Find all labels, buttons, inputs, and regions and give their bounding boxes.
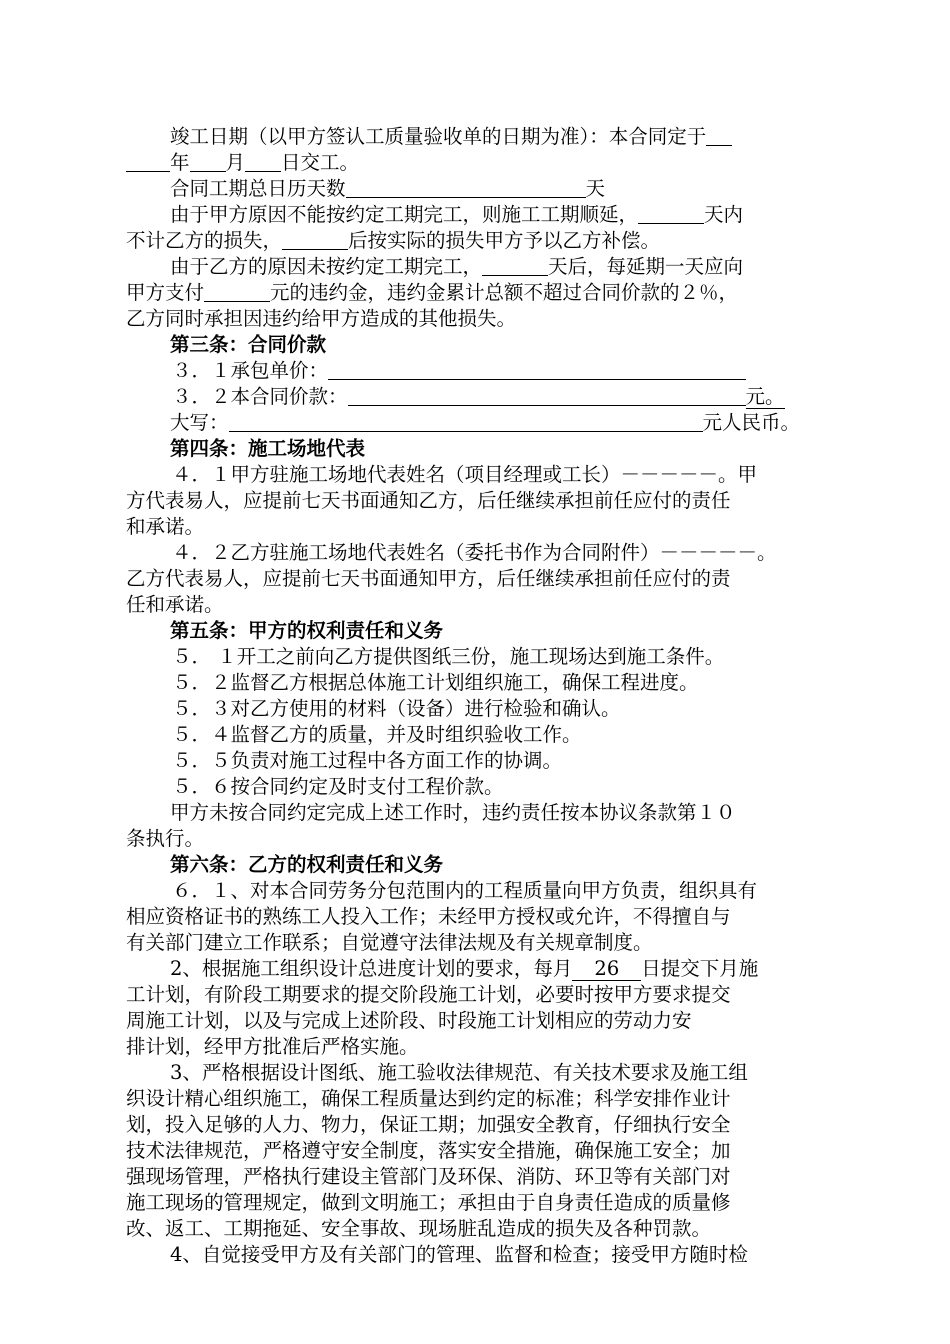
art5-item: ５．４监督乙方的质量，并及时组织验收工作。 (172, 723, 582, 746)
art4-p1-line: 和承诺。 (126, 515, 205, 538)
unit-price-line: ３．１承包单价： (172, 358, 746, 384)
completion-date-text: 竣工日期（以甲方签认工质量验收单的日期为准）：本合同定于 (170, 125, 707, 148)
art6-p4-line: 4、自觉接受甲方及有关部门的管理、监督和检查；接受甲方随时检 (170, 1243, 748, 1266)
art5-item: ５． １开工之前向乙方提供图纸三份，施工现场达到施工条件。 (172, 645, 725, 668)
art6-p2-line: 2、根据施工组织设计总进度计划的要求，每月 26 日提交下月施 (170, 957, 759, 980)
art4-p2-line: 任和承诺。 (126, 593, 224, 616)
blank-year[interactable] (126, 151, 170, 172)
blank-day[interactable] (245, 151, 281, 172)
art4-p1-line: ４．１甲方驻施工场地代表姓名（项目经理或工长）－－－－－。甲 (172, 463, 758, 486)
art6-p1-line: 有关部门建立工作联系；自觉遵守法律法规及有关规章制度。 (126, 931, 653, 954)
art6-p3-line: 3、严格根据设计图纸、施工验收法律规范、有关技术要求及施工组 (170, 1061, 748, 1084)
art5-item: ５．５负责对施工过程中各方面工作的协调。 (172, 749, 563, 772)
completion-date-line-2: 年 月 日交工。 (126, 150, 359, 176)
blank-total-price[interactable] (348, 385, 746, 406)
art6-p3-line: 强现场管理，严格执行建设主管部门及环保、消防、环卫等有关部门对 (126, 1165, 731, 1188)
article-6-title: 第六条：乙方的权利责任和义务 (170, 853, 444, 876)
art6-p3-line: 改、返工、工期拖延、安全事故、现场脏乱造成的损失及各种罚款。 (126, 1217, 712, 1240)
art4-p2-line: 乙方代表易人，应提前七天书面通知甲方，后任继续承担前任应付的责 (126, 567, 731, 590)
art6-p3-line: 施工现场的管理规定，做到文明施工；承担由于自身责任造成的质量修 (126, 1191, 731, 1214)
art6-p2-line: 排计划，经甲方批准后严格实施。 (126, 1035, 419, 1058)
partyB-delay-line-3: 乙方同时承担因违约给甲方造成的其他损失。 (126, 307, 517, 330)
partyA-delay-line-1: 由于甲方原因不能按约定工期完工，则施工工期顺延， 天内 (170, 203, 744, 226)
partyB-delay-line-2: 甲方支付 元的违约金，违约金累计总额不超过合同价款的２％， (126, 281, 739, 304)
blank-penalty-amount[interactable] (204, 281, 270, 302)
blank-month[interactable] (190, 151, 226, 172)
blank-unit-price[interactable] (328, 359, 746, 380)
blank-capital-amount[interactable] (229, 411, 703, 432)
art6-p3-line: 划，投入足够的人力、物力，保证工期；加强安全教育，仔细执行安全 (126, 1113, 731, 1136)
art5-item: ５．６按合同约定及时支付工程价款。 (172, 775, 504, 798)
art5-item: ５．３对乙方使用的材料（设备）进行检验和确认。 (172, 697, 621, 720)
art6-p3-line: 技术法律规范，严格遵守安全制度，落实安全措施，确保施工安全；加 (126, 1139, 731, 1162)
art5-note-line: 条执行。 (126, 827, 205, 850)
art4-p2-line: ４．２乙方驻施工场地代表姓名（委托书作为合同附件）－－－－－。 (172, 541, 777, 564)
art6-p1-line: 相应资格证书的熟练工人投入工作；未经甲方授权或允许，不得擅自与 (126, 905, 731, 928)
article-3-title: 第三条：合同价款 (170, 333, 327, 356)
total-days-line: 合同工期总日历天数 天 (170, 177, 606, 200)
completion-date-line (170, 124, 732, 150)
blank-field[interactable] (706, 125, 732, 146)
art5-note-line: 甲方未按合同约定完成上述工作时，违约责任按本协议条款第１０ (170, 801, 736, 824)
article-4-title: 第四条：施工场地代表 (170, 437, 366, 460)
blank-days[interactable] (482, 255, 548, 276)
blank-total-days[interactable] (346, 177, 586, 198)
art6-p2-line: 周施工计划，以及与完成上述阶段、时段施工计划相应的劳动力安 (126, 1009, 692, 1032)
capital-amount-line: 大写： 元人民币。 (170, 411, 801, 434)
art5-item: ５．２监督乙方根据总体施工计划组织施工，确保工程进度。 (172, 671, 699, 694)
art6-p2-line: 工计划，有阶段工期要求的提交阶段施工计划，必要时按甲方要求提交 (126, 983, 731, 1006)
partyA-delay-line-2: 不计乙方的损失， 后按实际的损失甲方予以乙方补偿。 (126, 229, 661, 252)
blank-delay-days[interactable] (638, 203, 704, 224)
partyB-delay-line-1: 由于乙方的原因未按约定工期完工， 天后，每延期一天应向 (170, 255, 744, 278)
submission-day-field[interactable]: 26 (572, 957, 641, 981)
blank-field[interactable] (282, 229, 348, 250)
art6-p3-line: 织设计精心组织施工，确保工程质量达到约定的标准；科学安排作业计 (126, 1087, 731, 1110)
art4-p1-line: 方代表易人，应提前七天书面通知乙方，后任继续承担前任应付的责任 (126, 489, 731, 512)
art6-p1-line: ６．１、对本合同劳务分包范围内的工程质量向甲方负责，组织具有 (172, 879, 758, 902)
article-5-title: 第五条：甲方的权利责任和义务 (170, 619, 444, 642)
total-price-line: ３．２本合同价款： 元。 (172, 385, 785, 408)
